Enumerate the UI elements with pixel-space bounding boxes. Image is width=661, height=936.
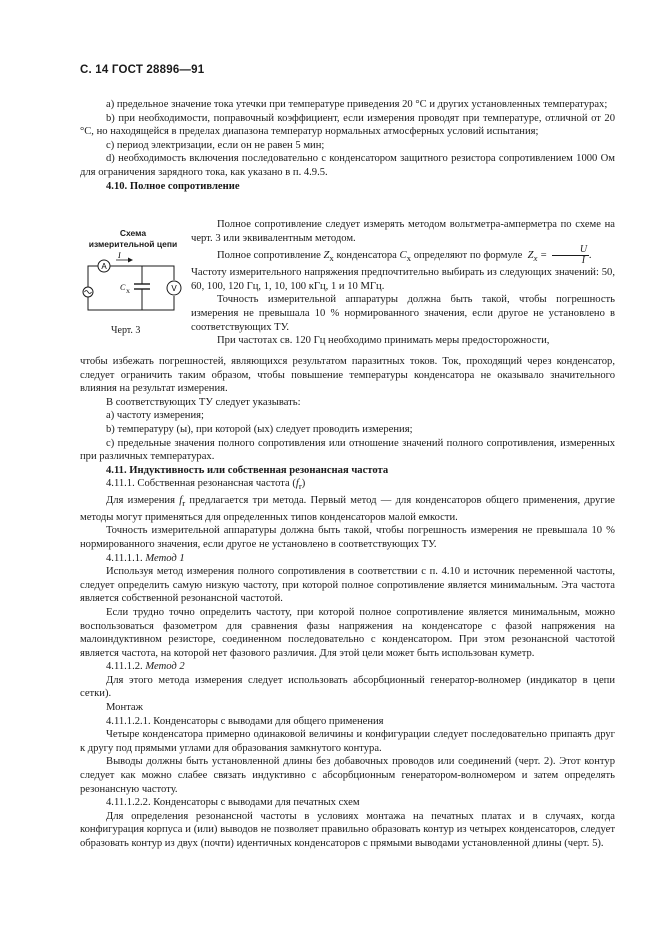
circuit-diagram <box>80 250 186 320</box>
list-item-a: а) предельное значение тока утечки при температуре приведения 20 °С и других установленных температурах; <box>106 99 608 110</box>
current-arrow-head <box>128 258 133 263</box>
list-item-temperature: b) температуру (ы), при которой (ых) следует проводить измерения; <box>106 423 413 435</box>
voltmeter-label: V <box>171 284 177 293</box>
formula-text-mid: конденсатора <box>336 250 397 262</box>
circuit-figure <box>80 228 186 325</box>
paragraph-frequencies: Частоту измерительного напряжения предпочтительно выбирать из следующих значений: 50, 60, 100, 120 Гц, 1, 10, 100 кГц, 1 и 10 МГц. <box>191 267 615 292</box>
subsection-title: Метод 1 <box>145 552 185 564</box>
section-heading-4-11: 4.11. Индуктивность или собственная резонансная частота <box>106 464 389 476</box>
section-4-10-text <box>191 218 615 348</box>
top-list <box>80 98 615 193</box>
formula-text-pre: Полное сопротивление <box>217 250 321 262</box>
symbol-z: Z <box>323 250 330 262</box>
paragraph-formula <box>191 245 615 266</box>
section-heading-4-11-1 <box>80 477 615 494</box>
formula-lhs: Z <box>527 250 534 262</box>
formula-denominator: I <box>581 255 586 267</box>
symbol-c-sub: x <box>406 253 412 264</box>
paragraph-tu-specify: В соответствующих ТУ следует указывать: <box>106 396 301 408</box>
text-post: предлагается три метода. Первый метод — для конденсаторов общего применения, другие методы могут применяться для определенных типов конденсаторов малой емкости. <box>80 495 615 523</box>
paragraph-accuracy-2: Точность измерительной аппаратуры должна быть такой, чтобы погрешность измерения не превышала 10 % нормированного значения, если другое не установлено в соответствующих ТУ. <box>80 525 615 550</box>
list-item-c: с) период электризации, если он не равен 5 мин; <box>106 139 325 151</box>
figure-title-line1: Схема <box>119 228 147 238</box>
ammeter-label: A <box>101 262 107 271</box>
paragraph-method-1a: Используя метод измерения полного сопротивления в соответствии с п. 4.10 и источник переменной частоты, следует определить самую низкую частоту, при которой полное сопротивление является минимальным. Эта частота является собственной резонансной частотой. <box>80 566 615 605</box>
paragraph-precautions-cont: чтобы избежать погрешностей, являющихся результатом паразитных токов. Ток, проходящий через конденсатор, следует ограничить таким образом, чтобы повышение температуры конденсатора не оказывало значительного влияния на результат измерения. <box>80 356 615 395</box>
wire-top-right <box>142 266 174 280</box>
paragraph-method: Полное сопротивление следует измерять методом вольтметра-амперметра по схеме на черт. 3 или эквивалентным методом. <box>191 219 615 244</box>
paragraph-three-methods <box>80 494 615 524</box>
subsection-title: Метод 2 <box>145 661 185 673</box>
symbol-f: f <box>295 478 299 490</box>
figure-title-line2: измерительной цепи <box>88 239 178 249</box>
paragraph-mounting: Монтаж <box>106 702 143 714</box>
wire-left-top <box>88 266 98 288</box>
page-header: С. 14 ГОСТ 28896—91 <box>80 64 205 76</box>
section-heading-4-10 <box>80 180 615 194</box>
subsection-number: 4.11.1.1. <box>106 552 143 564</box>
formula-numerator: U <box>552 245 589 256</box>
symbol-f: f <box>179 495 183 507</box>
current-label: I <box>118 251 121 260</box>
list-item-b: b) при необходимости, поправочный коэффициент, если измерения проводят при температуре, отличной от 20 °С, но находящейся в пределах диапазона температур нормальных атмосферных условий испытания; <box>80 112 615 138</box>
heading-close: ) <box>301 478 306 490</box>
symbol-c: C <box>399 250 407 262</box>
text-pre: Для измерения <box>106 495 175 507</box>
subsection-method-1 <box>80 552 615 566</box>
paragraph-method-1b: Если трудно точно определить частоту, при которой полное сопротивление является минимальным, можно воспользоваться фазометром для сравнения фазы напряжения на конденсаторе с фазой напряжения на малоиндуктивном резисторе, соединенном последовательно с конденсатором. При этом резонансной частотой является частота, на которой нет фазового различия. Для этой цели может быть использован куметр. <box>80 606 615 659</box>
symbol-f-sub: r <box>298 481 302 492</box>
paragraph-four-capacitors: Четыре конденсатора примерно одинаковой величины и конфигурации следует последовательно припаять друг к другу под прямыми углами для образования замкнутого контура. <box>80 729 615 754</box>
paragraph-accuracy: Точность измерительной аппаратуры должна быть такой, чтобы погрешность измерения не превышала 10 % нормированного значения, если другое не установлено в соответствующих ТУ. <box>191 294 615 333</box>
main-body <box>80 355 615 851</box>
paragraph-method-2: Для этого метода измерения следует использовать абсорбционный генератор-волномер (индикатор в цепи сетки). <box>80 674 615 700</box>
paragraph-leads: Выводы должны быть установленной длины без добавочных проводов или соединений (черт. 2). Этот контур следует как можно слабее связать индуктивно с абсорбционным генератором-волномером и затем определять резонансную частоту. <box>80 756 615 795</box>
heading-text: 4.11.1. Собственная резонансная частота ( <box>106 478 296 490</box>
symbol-f-sub: r <box>182 498 186 509</box>
subsection-4-11-1-2-1: 4.11.1.2.1. Конденсаторы с выводами для общего применения <box>106 715 384 727</box>
formula-eq: = <box>537 250 550 262</box>
subsection-method-2 <box>80 660 615 674</box>
formula-lhs-sub: x <box>533 253 538 264</box>
section-number: 4.10. <box>106 180 128 192</box>
capacitor-label: C <box>120 283 126 292</box>
paragraph-printed-circuits: Для определения резонансной частоты в условиях монтажа на печатных платах и в случаях, когда конфигурация корпуса и (или) выводов не позволяет правильно образовать контур из четырех конденсаторов, следует образовать контур из двух (почти) идентичных конденсаторов с прямыми выводами установленной длины (черт. 5). <box>80 810 615 849</box>
symbol-z-sub: x <box>329 253 334 264</box>
subsection-4-11-1-2-2: 4.11.1.2.2. Конденсаторы с выводами для печатных схем <box>106 797 360 809</box>
list-item-d: d) необходимость включения последовательно с конденсатором защитного резистора сопротивлением 1000 Ом для ограничения зарядного тока, как указано в п. 4.9.5. <box>80 153 615 178</box>
subsection-number: 4.11.1.2. <box>106 661 143 673</box>
list-item-limits: с) предельные значения полного сопротивления или отношение значений полного сопротивления, измеренных при различных температурах. <box>80 437 615 463</box>
wire-bottom <box>88 296 174 310</box>
formula-text-post: определяют по формуле <box>413 250 523 262</box>
capacitor-label-sub: X <box>126 289 130 295</box>
paragraph-precautions-start: При частотах св. 120 Гц необходимо принимать меры предосторожности, <box>217 335 550 347</box>
figure-caption: Черт. 3 <box>111 325 141 336</box>
list-item-frequency: а) частоту измерения; <box>106 410 204 422</box>
impedance-formula <box>527 244 592 267</box>
formula-end: . <box>589 250 592 262</box>
formula-fraction <box>552 245 589 266</box>
section-title: Полное сопротивление <box>129 180 240 192</box>
